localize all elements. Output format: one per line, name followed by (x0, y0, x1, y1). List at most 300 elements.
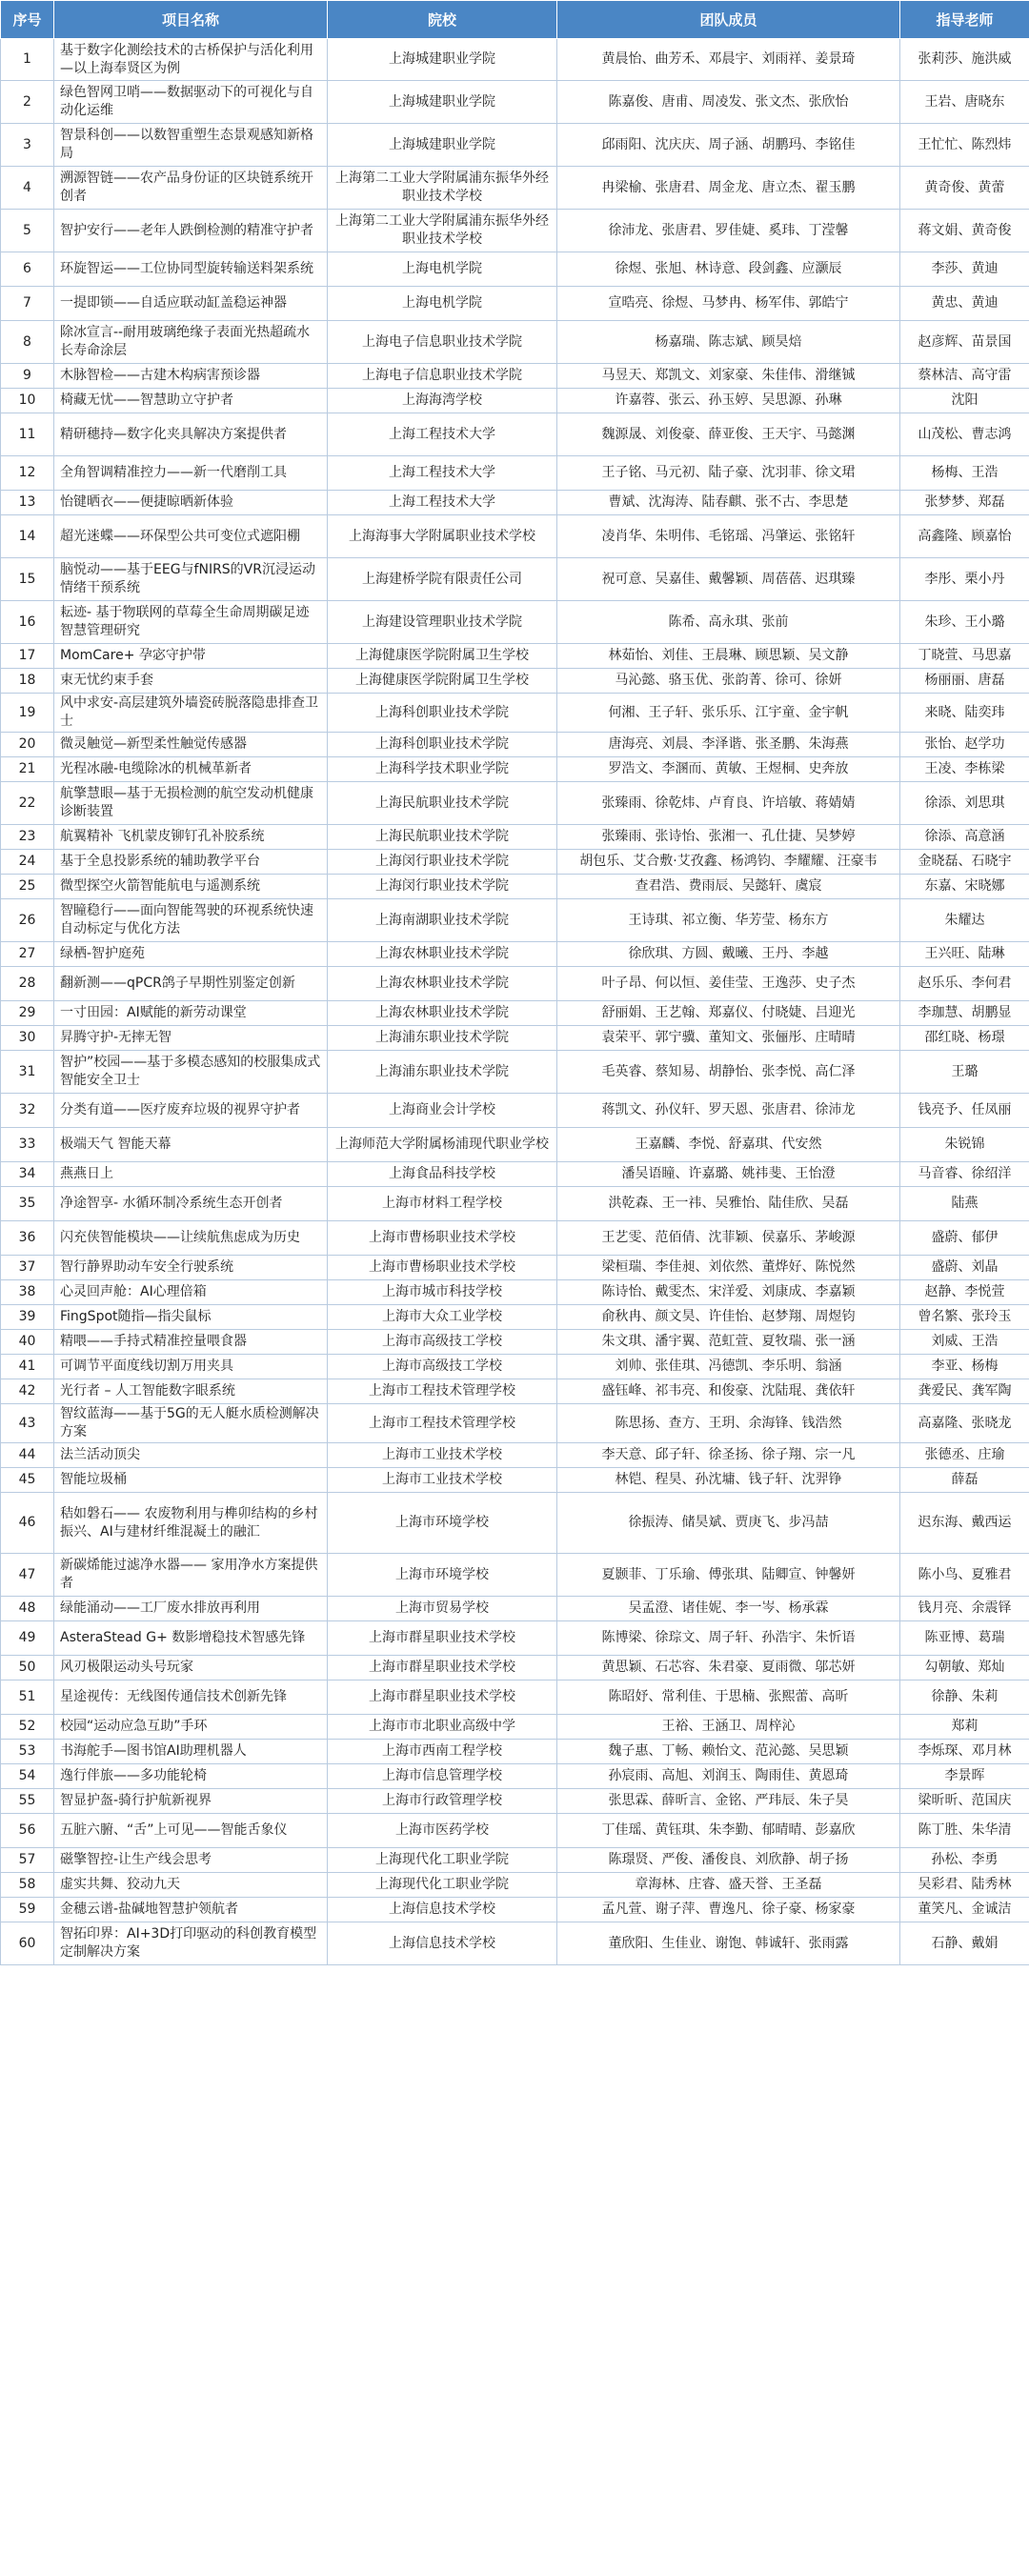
project-name: 新碳烯能过滤净水器—— 家用净水方案提供者 (54, 1554, 328, 1597)
team-members: 宣晧亮、徐煜、马梦冉、杨军伟、郭皓宁 (557, 287, 900, 321)
row-no: 44 (1, 1443, 54, 1468)
row-no: 11 (1, 413, 54, 456)
table-row (1, 1814, 1029, 1848)
school-name: 上海工程技术大学 (328, 413, 557, 456)
row-no: 24 (1, 850, 54, 875)
row-no: 56 (1, 1814, 54, 1848)
project-name: 燕燕日上 (54, 1162, 328, 1187)
table-row (1, 1128, 1029, 1162)
school-name: 上海工程技术大学 (328, 456, 557, 491)
school-name: 上海科创职业技术学院 (328, 733, 557, 757)
row-no: 14 (1, 515, 54, 558)
row-no: 46 (1, 1493, 54, 1554)
school-name: 上海现代化工职业学院 (328, 1873, 557, 1898)
advisor: 丁晓萱、马思嘉 (900, 644, 1029, 669)
row-no: 22 (1, 782, 54, 825)
row-no: 20 (1, 733, 54, 757)
team-members: 夏颢菲、丁乐瑜、傅张琪、陆卿宣、钟馨妍 (557, 1554, 900, 1597)
advisor: 王忙忙、陈烈炜 (900, 124, 1029, 167)
table-row (1, 1094, 1029, 1128)
table-row (1, 1621, 1029, 1656)
project-name: 智瞳稳行——面向智能驾驶的环视系统快速自动标定与优化方法 (54, 899, 328, 942)
advisor: 刘威、王浩 (900, 1330, 1029, 1355)
school-name: 上海市群星职业技术学校 (328, 1656, 557, 1680)
project-name: 一提即锁——自适应联动缸盖稳运神器 (54, 287, 328, 321)
team-members: 黄晨怡、曲芳禾、邓晨宇、刘雨祥、姜景琦 (557, 39, 900, 81)
header-no: 序号 (1, 1, 54, 39)
table-row (1, 899, 1029, 942)
team-members: 徐振涛、储昊斌、贾庚飞、步冯喆 (557, 1493, 900, 1554)
table-row (1, 1355, 1029, 1379)
row-no: 31 (1, 1051, 54, 1094)
school-name: 上海商业会计学校 (328, 1094, 557, 1128)
row-no: 3 (1, 124, 54, 167)
advisor: 沈阳 (900, 389, 1029, 413)
project-name: 全角智调精准控力——新一代磨削工具 (54, 456, 328, 491)
school-name: 上海电机学院 (328, 287, 557, 321)
school-name: 上海市工程技术管理学校 (328, 1404, 557, 1443)
project-name: 超光迷蝶——环保型公共可变位式遮阳棚 (54, 515, 328, 558)
table-row (1, 515, 1029, 558)
advisor: 赵乐乐、李何君 (900, 967, 1029, 1001)
team-members: 刘帅、张佳琪、冯德凯、李乐明、翁涵 (557, 1355, 900, 1379)
school-name: 上海电子信息职业技术学院 (328, 321, 557, 364)
team-members: 许嘉蓉、张云、孙玉婷、吴思源、孙琳 (557, 389, 900, 413)
team-members: 王嘉麟、李悦、舒嘉琪、代安然 (557, 1128, 900, 1162)
team-members: 王裕、王涵卫、周梓沁 (557, 1715, 900, 1740)
table-header (1, 1, 1029, 39)
row-no: 38 (1, 1280, 54, 1305)
school-name: 上海科创职业技术学院 (328, 694, 557, 733)
school-name: 上海市城市科技学校 (328, 1280, 557, 1305)
row-no: 8 (1, 321, 54, 364)
project-name: 五脏六腑、“舌”上可见——智能舌象仪 (54, 1814, 328, 1848)
table-row (1, 1656, 1029, 1680)
school-name: 上海工程技术大学 (328, 491, 557, 515)
table-row (1, 942, 1029, 967)
team-members: 潘吴语瞳、许嘉璐、姚祎斐、王怡澄 (557, 1162, 900, 1187)
project-name: 溯源智链——农产品身份证的区块链系统开创者 (54, 167, 328, 210)
row-no: 6 (1, 252, 54, 287)
school-name: 上海市工程技术管理学校 (328, 1379, 557, 1404)
team-members: 李天意、邱子轩、徐圣扬、徐子翔、宗一凡 (557, 1443, 900, 1468)
advisor: 石静、戴娟 (900, 1922, 1029, 1965)
advisor: 陆燕 (900, 1187, 1029, 1221)
school-name: 上海市工业技术学校 (328, 1468, 557, 1493)
advisor: 郑莉 (900, 1715, 1029, 1740)
advisor: 黄忠、黄迪 (900, 287, 1029, 321)
advisor: 陈丁胜、朱华清 (900, 1814, 1029, 1848)
row-no: 1 (1, 39, 54, 81)
advisor: 高鑫隆、顾嘉怡 (900, 515, 1029, 558)
row-no: 42 (1, 1379, 54, 1404)
project-name: 虚实共舞、狡动九天 (54, 1873, 328, 1898)
advisor: 李珈慧、胡鹏显 (900, 1001, 1029, 1026)
row-no: 17 (1, 644, 54, 669)
advisor: 马音睿、徐绍洋 (900, 1162, 1029, 1187)
team-members: 王诗琪、祁立衡、华芳莹、杨东方 (557, 899, 900, 942)
project-name: 椅藏无忧——智慧助立守护者 (54, 389, 328, 413)
school-name: 上海农林职业技术学院 (328, 942, 557, 967)
table-row (1, 491, 1029, 515)
table-row (1, 1305, 1029, 1330)
project-name: 绿栖-智护庭苑 (54, 942, 328, 967)
team-members: 黄思颖、石芯容、朱君豪、夏雨微、邬芯妍 (557, 1656, 900, 1680)
table-row (1, 601, 1029, 644)
advisor: 李景晖 (900, 1764, 1029, 1789)
row-no: 7 (1, 287, 54, 321)
table-row (1, 1256, 1029, 1280)
header-teacher: 指导老师 (900, 1, 1029, 39)
school-name: 上海健康医学院附属卫生学校 (328, 644, 557, 669)
row-no: 49 (1, 1621, 54, 1656)
school-name: 上海市信息管理学校 (328, 1764, 557, 1789)
row-no: 39 (1, 1305, 54, 1330)
table-row (1, 825, 1029, 850)
team-members: 林铠、程昊、孙沈墉、钱子轩、沈羿铮 (557, 1468, 900, 1493)
table-row (1, 1221, 1029, 1256)
advisor: 李亚、杨梅 (900, 1355, 1029, 1379)
project-name: 束无忧约束手套 (54, 669, 328, 694)
team-members: 董欣阳、生佳业、谢饱、韩诚轩、张雨露 (557, 1922, 900, 1965)
table-row (1, 389, 1029, 413)
row-no: 28 (1, 967, 54, 1001)
row-no: 16 (1, 601, 54, 644)
advisor: 杨梅、王浩 (900, 456, 1029, 491)
advisor: 蔡林洁、高守雷 (900, 364, 1029, 389)
table-row (1, 1597, 1029, 1621)
team-members: 张臻雨、徐乾炜、卢育良、许培敏、蒋婧婧 (557, 782, 900, 825)
table-row (1, 669, 1029, 694)
project-name: 净途智享- 水循环制冷系统生态开创者 (54, 1187, 328, 1221)
school-name: 上海第二工业大学附属浦东振华外经职业技术学校 (328, 210, 557, 252)
team-members: 马昱天、郑凯文、刘家豪、朱佳伟、滑继铖 (557, 364, 900, 389)
table-row (1, 1026, 1029, 1051)
school-name: 上海信息技术学校 (328, 1922, 557, 1965)
table-row (1, 1187, 1029, 1221)
row-no: 52 (1, 1715, 54, 1740)
school-name: 上海健康医学院附属卫生学校 (328, 669, 557, 694)
row-no: 21 (1, 757, 54, 782)
school-name: 上海市环境学校 (328, 1493, 557, 1554)
row-no: 34 (1, 1162, 54, 1187)
school-name: 上海城建职业学院 (328, 124, 557, 167)
team-members: 徐煜、张旭、林诗意、段剑鑫、应灏辰 (557, 252, 900, 287)
project-name: 书海舵手—图书馆AI助理机器人 (54, 1740, 328, 1764)
advisor: 李彤、栗小丹 (900, 558, 1029, 601)
project-name: 一寸田园：AI赋能的新劳动课堂 (54, 1001, 328, 1026)
project-name: 基于全息投影系统的辅助教学平台 (54, 850, 328, 875)
team-members: 王艺雯、范佰倩、沈菲颖、侯嘉乐、茅峻源 (557, 1221, 900, 1256)
project-name: 星途视传：无线图传通信技术创新先锋 (54, 1680, 328, 1715)
advisor: 张怡、赵学功 (900, 733, 1029, 757)
school-name: 上海市群星职业技术学校 (328, 1680, 557, 1715)
table-row (1, 81, 1029, 124)
project-name: 智拓印界：AI+3D打印驱动的科创教育模型定制解决方案 (54, 1922, 328, 1965)
project-name: 航翼精补 飞机蒙皮铆钉孔补胶系统 (54, 825, 328, 850)
header-row (1, 1, 1029, 39)
school-name: 上海市西南工程学校 (328, 1740, 557, 1764)
advisor: 高嘉隆、张晓龙 (900, 1404, 1029, 1443)
team-members: 孙宸雨、高旭、刘润玉、陶雨佳、黄恩琦 (557, 1764, 900, 1789)
project-name: 耘迹- 基于物联网的草莓全生命周期碳足迹智慧管理研究 (54, 601, 328, 644)
advisor: 张梦梦、郑磊 (900, 491, 1029, 515)
table-row (1, 39, 1029, 81)
team-members: 梁桓瑞、李佳昶、刘依然、董烨好、陈悦然 (557, 1256, 900, 1280)
table-row (1, 1001, 1029, 1026)
row-no: 48 (1, 1597, 54, 1621)
school-name: 上海民航职业技术学院 (328, 782, 557, 825)
table-row (1, 1898, 1029, 1922)
advisor: 王凌、李栋梁 (900, 757, 1029, 782)
row-no: 23 (1, 825, 54, 850)
advisor: 朱锐锦 (900, 1128, 1029, 1162)
table-row (1, 558, 1029, 601)
school-name: 上海农林职业技术学院 (328, 967, 557, 1001)
project-name: 除冰宣言--耐用玻璃绝缘子表面光热超疏水长寿命涂层 (54, 321, 328, 364)
team-members: 陈思扬、查方、王玥、余海锋、钱浩然 (557, 1404, 900, 1443)
team-members: 张思霖、薛昕言、金铭、严玮辰、朱子昊 (557, 1789, 900, 1814)
row-no: 2 (1, 81, 54, 124)
row-no: 36 (1, 1221, 54, 1256)
school-name: 上海城建职业学院 (328, 39, 557, 81)
table-body (1, 39, 1029, 1965)
row-no: 29 (1, 1001, 54, 1026)
row-no: 12 (1, 456, 54, 491)
team-members: 陈希、高永琪、张前 (557, 601, 900, 644)
project-name: 航擎慧眼—基于无损检测的航空发动机健康诊断装置 (54, 782, 328, 825)
school-name: 上海市工业技术学校 (328, 1443, 557, 1468)
project-name: 极端天气 智能天幕 (54, 1128, 328, 1162)
row-no: 51 (1, 1680, 54, 1715)
school-name: 上海浦东职业技术学院 (328, 1026, 557, 1051)
table-row (1, 1443, 1029, 1468)
team-members: 冉梁榆、张唐君、周金龙、唐立杰、翟玉鹏 (557, 167, 900, 210)
team-members: 罗浩文、李溷而、黄敏、王煜桐、史奔放 (557, 757, 900, 782)
row-no: 53 (1, 1740, 54, 1764)
table-row (1, 167, 1029, 210)
school-name: 上海电机学院 (328, 252, 557, 287)
project-name: 校园“运动应急互助”手环 (54, 1715, 328, 1740)
row-no: 43 (1, 1404, 54, 1443)
school-name: 上海海事大学附属职业技术学校 (328, 515, 557, 558)
project-name: 微灵触觉—新型柔性触觉传感器 (54, 733, 328, 757)
table-row (1, 1922, 1029, 1965)
team-members: 叶子昂、何以恒、姜佳莹、王逸莎、史子杰 (557, 967, 900, 1001)
team-members: 陈博梁、徐琮文、周子轩、孙浩宇、朱忻语 (557, 1621, 900, 1656)
row-no: 47 (1, 1554, 54, 1597)
school-name: 上海科学技术职业学院 (328, 757, 557, 782)
table-row (1, 757, 1029, 782)
team-members: 陈昭妤、常利佳、于思楠、张熙蕾、高昕 (557, 1680, 900, 1715)
school-name: 上海电子信息职业技术学院 (328, 364, 557, 389)
row-no: 15 (1, 558, 54, 601)
row-no: 60 (1, 1922, 54, 1965)
project-name: 智能垃圾桶 (54, 1468, 328, 1493)
header-project: 项目名称 (54, 1, 328, 39)
advisor: 山茂松、曹志鸿 (900, 413, 1029, 456)
table-row (1, 733, 1029, 757)
team-members: 邱雨阳、沈庆庆、周子涵、胡鹏玛、李铭佳 (557, 124, 900, 167)
team-members: 王子铭、马元初、陆子豪、沈羽菲、徐文珺 (557, 456, 900, 491)
project-name: 可调节平面度线切割万用夹具 (54, 1355, 328, 1379)
team-members: 胡包乐、艾合敷·艾孜鑫、杨鸿钧、李耀耀、汪豪韦 (557, 850, 900, 875)
advisor: 邵红晓、杨璟 (900, 1026, 1029, 1051)
team-members: 陈璟贤、严俊、潘俊良、刘欣静、胡子扬 (557, 1848, 900, 1873)
row-no: 55 (1, 1789, 54, 1814)
project-name: 精喂——手持式精准控量喂食器 (54, 1330, 328, 1355)
project-name: 磁擎智控-让生产线会思考 (54, 1848, 328, 1873)
table-row (1, 1764, 1029, 1789)
project-name: FingSpot随指—指尖鼠标 (54, 1305, 328, 1330)
project-name: MomCare+ 孕宓守护带 (54, 644, 328, 669)
project-name: 智护”校园——基于多模态感知的校服集成式智能安全卫士 (54, 1051, 328, 1094)
school-name: 上海建桥学院有限责任公司 (328, 558, 557, 601)
row-no: 10 (1, 389, 54, 413)
table-row (1, 1280, 1029, 1305)
project-name: 法兰活动顶尖 (54, 1443, 328, 1468)
project-name: 脑悦动——基于EEG与fNIRS的VR沉浸运动情绪干预系统 (54, 558, 328, 601)
table-row (1, 413, 1029, 456)
team-members: 魏源晟、刘俊豪、薛亚俊、王天宇、马懿渊 (557, 413, 900, 456)
advisor: 钱月亮、余震铎 (900, 1597, 1029, 1621)
table-row (1, 967, 1029, 1001)
table-row (1, 1162, 1029, 1187)
table-row (1, 1493, 1029, 1554)
table-row (1, 287, 1029, 321)
advisor: 杨丽丽、唐磊 (900, 669, 1029, 694)
school-name: 上海浦东职业技术学院 (328, 1051, 557, 1094)
advisor: 王璐 (900, 1051, 1029, 1094)
table-row (1, 1789, 1029, 1814)
advisor: 徐静、朱莉 (900, 1680, 1029, 1715)
advisor: 梁昕昕、范国庆 (900, 1789, 1029, 1814)
table-row (1, 1740, 1029, 1764)
advisor: 迟东海、戴西运 (900, 1493, 1029, 1554)
advisor: 黄奇俊、黄蕾 (900, 167, 1029, 210)
team-members: 何湘、王子轩、张乐乐、江宇童、金宇帆 (557, 694, 900, 733)
row-no: 50 (1, 1656, 54, 1680)
table-row (1, 1680, 1029, 1715)
school-name: 上海市行政管理学校 (328, 1789, 557, 1814)
team-members: 查君浩、费雨辰、吴懿轩、虞宸 (557, 875, 900, 899)
advisor: 张莉莎、施洪威 (900, 39, 1029, 81)
team-members: 徐沛龙、张唐君、罗佳婕、奚玮、丁滢馨 (557, 210, 900, 252)
team-members: 朱文琪、潘宇翼、范虹萱、夏牧瑞、张一涵 (557, 1330, 900, 1355)
row-no: 26 (1, 899, 54, 942)
project-name: 精研穗持—数字化夹具解决方案提供者 (54, 413, 328, 456)
team-members: 吴孟澄、诸佳妮、李一岑、杨承霖 (557, 1597, 900, 1621)
advisor: 薛磊 (900, 1468, 1029, 1493)
row-no: 54 (1, 1764, 54, 1789)
project-name: 光行者 – 人工智能数字眼系统 (54, 1379, 328, 1404)
project-name: 环旋智运——工位协同型旋转输送料架系统 (54, 252, 328, 287)
project-name: 金穗云谱-盐碱地智慧护领航者 (54, 1898, 328, 1922)
row-no: 13 (1, 491, 54, 515)
school-name: 上海市市北职业高级中学 (328, 1715, 557, 1740)
project-name: 逸行伴旅——多功能轮椅 (54, 1764, 328, 1789)
school-name: 上海南湖职业技术学院 (328, 899, 557, 942)
project-name: 智纹蓝海——基于5G的无人艇水质检测解决方案 (54, 1404, 328, 1443)
advisor: 朱耀达 (900, 899, 1029, 942)
table-row (1, 1404, 1029, 1443)
school-name: 上海市曹杨职业技术学校 (328, 1221, 557, 1256)
school-name: 上海建设管理职业技术学院 (328, 601, 557, 644)
row-no: 58 (1, 1873, 54, 1898)
advisor: 曾名繁、张玲玉 (900, 1305, 1029, 1330)
row-no: 27 (1, 942, 54, 967)
team-members: 林茹怡、刘佳、王晨琳、顾思颖、吴文静 (557, 644, 900, 669)
project-name: AsteraStead G+ 数影增稳技术智感先锋 (54, 1621, 328, 1656)
advisor: 王兴旺、陆琳 (900, 942, 1029, 967)
project-name: 闪充侠智能模块——让续航焦虑成为历史 (54, 1221, 328, 1256)
project-name: 智行静界助动车安全行驶系统 (54, 1256, 328, 1280)
row-no: 40 (1, 1330, 54, 1355)
row-no: 45 (1, 1468, 54, 1493)
row-no: 32 (1, 1094, 54, 1128)
project-name: 智护安行——老年人跌倒检测的精准守护者 (54, 210, 328, 252)
table-row (1, 252, 1029, 287)
table-row (1, 124, 1029, 167)
advisor: 盛蔚、刘晶 (900, 1256, 1029, 1280)
row-no: 33 (1, 1128, 54, 1162)
project-name: 心灵回声舱：AI心理倍箱 (54, 1280, 328, 1305)
project-name: 翻新测——qPCR鸽子早期性别鉴定创新 (54, 967, 328, 1001)
project-name: 分类有道——医疗废弃垃圾的视界守护者 (54, 1094, 328, 1128)
team-members: 马沁懿、骆玉优、张韵菁、徐可、徐妍 (557, 669, 900, 694)
table-row (1, 875, 1029, 899)
advisor: 徐添、高意涵 (900, 825, 1029, 850)
table-row (1, 1554, 1029, 1597)
project-name: 怡键晒衣——便捷晾晒新体验 (54, 491, 328, 515)
school-name: 上海市群星职业技术学校 (328, 1621, 557, 1656)
school-name: 上海市高级技工学校 (328, 1330, 557, 1355)
team-members: 凌肖华、朱明伟、毛铭瑶、冯肇运、张铭轩 (557, 515, 900, 558)
school-name: 上海市贸易学校 (328, 1597, 557, 1621)
team-members: 徐欣琪、方圆、戴曦、王丹、李越 (557, 942, 900, 967)
row-no: 41 (1, 1355, 54, 1379)
school-name: 上海信息技术学校 (328, 1898, 557, 1922)
table-row (1, 644, 1029, 669)
team-members: 毛英睿、蔡知易、胡静怡、张李悦、高仁泽 (557, 1051, 900, 1094)
table-row (1, 321, 1029, 364)
project-name: 智景科创——以数智重塑生态景观感知新格局 (54, 124, 328, 167)
project-name: 光程冰融-电缆除冰的机械革新者 (54, 757, 328, 782)
advisor: 盛蔚、郁伊 (900, 1221, 1029, 1256)
project-name: 风刃极限运动头号玩家 (54, 1656, 328, 1680)
advisor: 钱亮予、任凤丽 (900, 1094, 1029, 1128)
team-members: 魏子惠、丁畅、赖怡文、范沁懿、吴思颖 (557, 1740, 900, 1764)
project-name: 风中求安-高层建筑外墙瓷砖脱落隐患排查卫士 (54, 694, 328, 733)
advisor: 朱珍、王小璐 (900, 601, 1029, 644)
table-row (1, 456, 1029, 491)
row-no: 59 (1, 1898, 54, 1922)
team-members: 丁佳瑶、黄钰琪、朱李勤、郁晴晴、彭嘉欣 (557, 1814, 900, 1848)
advisor: 勾朝敏、郑灿 (900, 1656, 1029, 1680)
table-row (1, 1873, 1029, 1898)
team-members: 杨嘉瑞、陈志斌、顾昊焙 (557, 321, 900, 364)
team-members: 陈诗怡、戴雯杰、宋洋爱、刘康成、李嘉颖 (557, 1280, 900, 1305)
row-no: 25 (1, 875, 54, 899)
row-no: 37 (1, 1256, 54, 1280)
advisor: 徐添、刘思琪 (900, 782, 1029, 825)
school-name: 上海市高级技工学校 (328, 1355, 557, 1379)
table-row (1, 1051, 1029, 1094)
header-team: 团队成员 (557, 1, 900, 39)
school-name: 上海城建职业学院 (328, 81, 557, 124)
team-members: 俞秋冉、颜文昊、许佳怡、赵梦翔、周煜钧 (557, 1305, 900, 1330)
row-no: 30 (1, 1026, 54, 1051)
